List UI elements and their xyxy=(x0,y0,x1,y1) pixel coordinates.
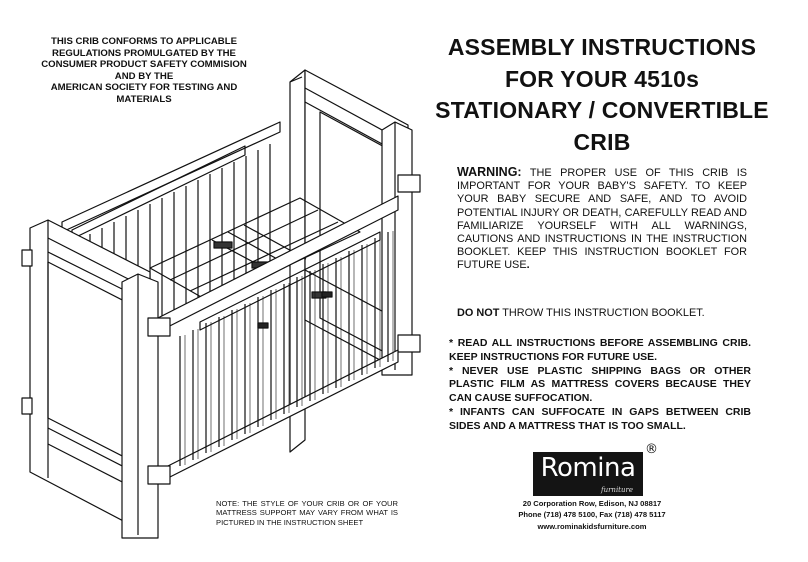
front-left-post xyxy=(122,274,158,538)
registered-mark: ® xyxy=(645,442,658,457)
warning-text: THE PROPER USE OF THIS CRIB IS IMPORTANT FOR YOUR BABY'S SAFETY. TO KEEP YOUR BABY SECURE AND SAFE, AND TO AVOID POTENTIAL INJURY OR DEATH, CAREFULLY READ AND FAMILIARIZE YOURSELF WITH ALL WARNINGS, CAUTIONS AND INSTRUCTIONS IN THE INSTRUCTION BOOKLET. KEEP THIS INSTRUCTION BOOKLET FOR FUTURE USE xyxy=(457,167,747,272)
brand-name: Romina xyxy=(540,453,636,483)
bullet-item: * INFANTS CAN SUFFOCATE IN GAPS BETWEEN CRIB SIDES AND A MATTRESS THAT IS TOO SMALL. xyxy=(449,405,751,432)
address-web: www.rominakidsfurniture.com xyxy=(537,521,647,531)
do-not-label: DO NOT xyxy=(457,307,500,319)
title-line-2: FOR YOUR 4510s xyxy=(504,65,700,92)
bullet-item: * NEVER USE PLASTIC SHIPPING BAGS OR OTHER PLASTIC FILM AS MATTRESS COVERS BECAUSE THEY CAN CAUSE SUFFOCATION. xyxy=(449,364,751,405)
conformity-line: AND BY THE xyxy=(114,70,174,82)
title-line-1: ASSEMBLY INSTRUCTIONS xyxy=(447,34,757,60)
address-phone: Phone (718) 478 5100, Fax (718) 478 5117 xyxy=(518,510,666,520)
title-line-3: STATIONARY / CONVERTIBLE xyxy=(435,97,769,123)
address-street: 20 Corporation Row, Edison, NJ 08817 xyxy=(522,499,662,508)
conformity-line: REGULATIONS PROMULGATED BY THE xyxy=(52,47,236,59)
brand-subtitle: furniture xyxy=(600,486,633,494)
conformity-line: THIS CRIB CONFORMS TO APPLICABLE xyxy=(50,36,237,47)
warning-end: . xyxy=(526,259,530,272)
conformity-line: MATERIALS xyxy=(116,93,172,105)
conformity-line: CONSUMER PRODUCT SAFETY COMMISION xyxy=(41,59,247,70)
do-not-text: THROW THIS INSTRUCTION BOOKLET. xyxy=(502,307,705,319)
bullet-item: * READ ALL INSTRUCTIONS BEFORE ASSEMBLING CRIB. KEEP INSTRUCTIONS FOR FUTURE USE. xyxy=(449,337,751,363)
style-note: NOTE: THE STYLE OF YOUR CRIB OR OF YOUR MATTRESS SUPPORT MAY VARY FROM WHAT IS PICTURED IN THE INSTRUCTION SHEET xyxy=(216,499,398,527)
title-line-4: CRIB xyxy=(573,128,631,155)
warning-label: WARNING: xyxy=(457,165,522,179)
conformity-line: AMERICAN SOCIETY FOR TESTING AND xyxy=(50,82,238,93)
